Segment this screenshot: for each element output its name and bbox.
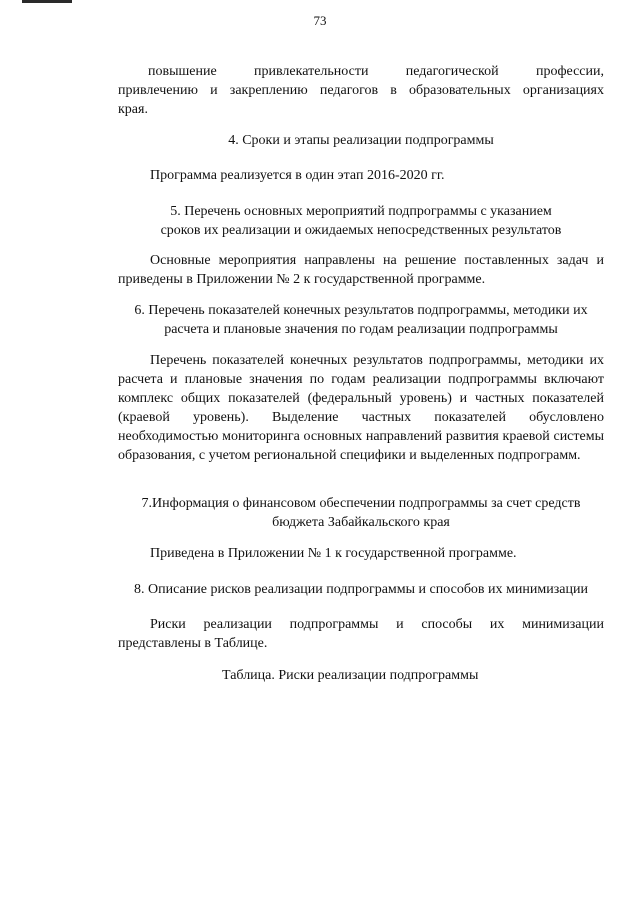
- section-6-text: Перечень показателей конечных результатов подпрограммы, методики их расчета и плановые значения по годам реализации подпрограммы включают комплекс общих показателей (федеральный уровень) и частных показателей (краевой уровень). Выделение частных показателей обусловлено необходимостью мониторинга основных направлений развития краевой системы образования, с учетом региональной специфики и выделенных подпрограмм.: [118, 353, 604, 463]
- section-6-heading-line-1: 6. Перечень показателей конечных результатов подпрограммы, методики их: [134, 303, 588, 318]
- section-8-text: Риски реализации подпрограммы и способы их минимизации представлены в Таблице.: [118, 617, 604, 651]
- section-5-text: Основные мероприятия направлены на решение поставленных задач и приведены в Приложении № 2 к государственной программе.: [118, 253, 604, 287]
- intro-paragraph: [118, 62, 604, 119]
- section-6-heading-line-2: расчета и плановые значения по годам реализации подпрограммы: [164, 322, 558, 337]
- section-5-heading-line-2: сроков их реализации и ожидаемых непосредственных результатов: [160, 223, 562, 238]
- section-7-heading-line-2: бюджета Забайкальского края: [272, 515, 450, 530]
- intro-line-2: привлечению и закреплению педагогов в образовательных организациях: [118, 83, 604, 98]
- section-4-text: Программа реализуется в один этап 2016-2020 гг.: [150, 168, 445, 183]
- section-5-heading-line-1: 5. Перечень основных мероприятий подпрограммы с указанием: [170, 204, 552, 219]
- section-7-text: Приведена в Приложении № 1 к государственной программе.: [150, 546, 517, 561]
- intro-line-1: повышение привлекательности педагогической профессии,: [148, 64, 604, 79]
- scan-edge-mark: [22, 0, 72, 3]
- intro-line-3: края.: [118, 102, 148, 117]
- section-6-heading: [112, 301, 610, 339]
- section-8-heading: 8. Описание рисков реализации подпрограммы и способов их минимизации: [134, 582, 588, 597]
- section-7-heading-line-1: 7.Информация о финансовом обеспечении подпрограммы за счет средств: [141, 496, 581, 511]
- table-caption: Таблица. Риски реализации подпрограммы: [222, 668, 479, 683]
- page-number: 73: [313, 13, 327, 28]
- section-5-heading: [118, 202, 604, 240]
- section-7-heading: [118, 494, 604, 532]
- section-4-heading: 4. Сроки и этапы реализации подпрограммы: [228, 133, 494, 148]
